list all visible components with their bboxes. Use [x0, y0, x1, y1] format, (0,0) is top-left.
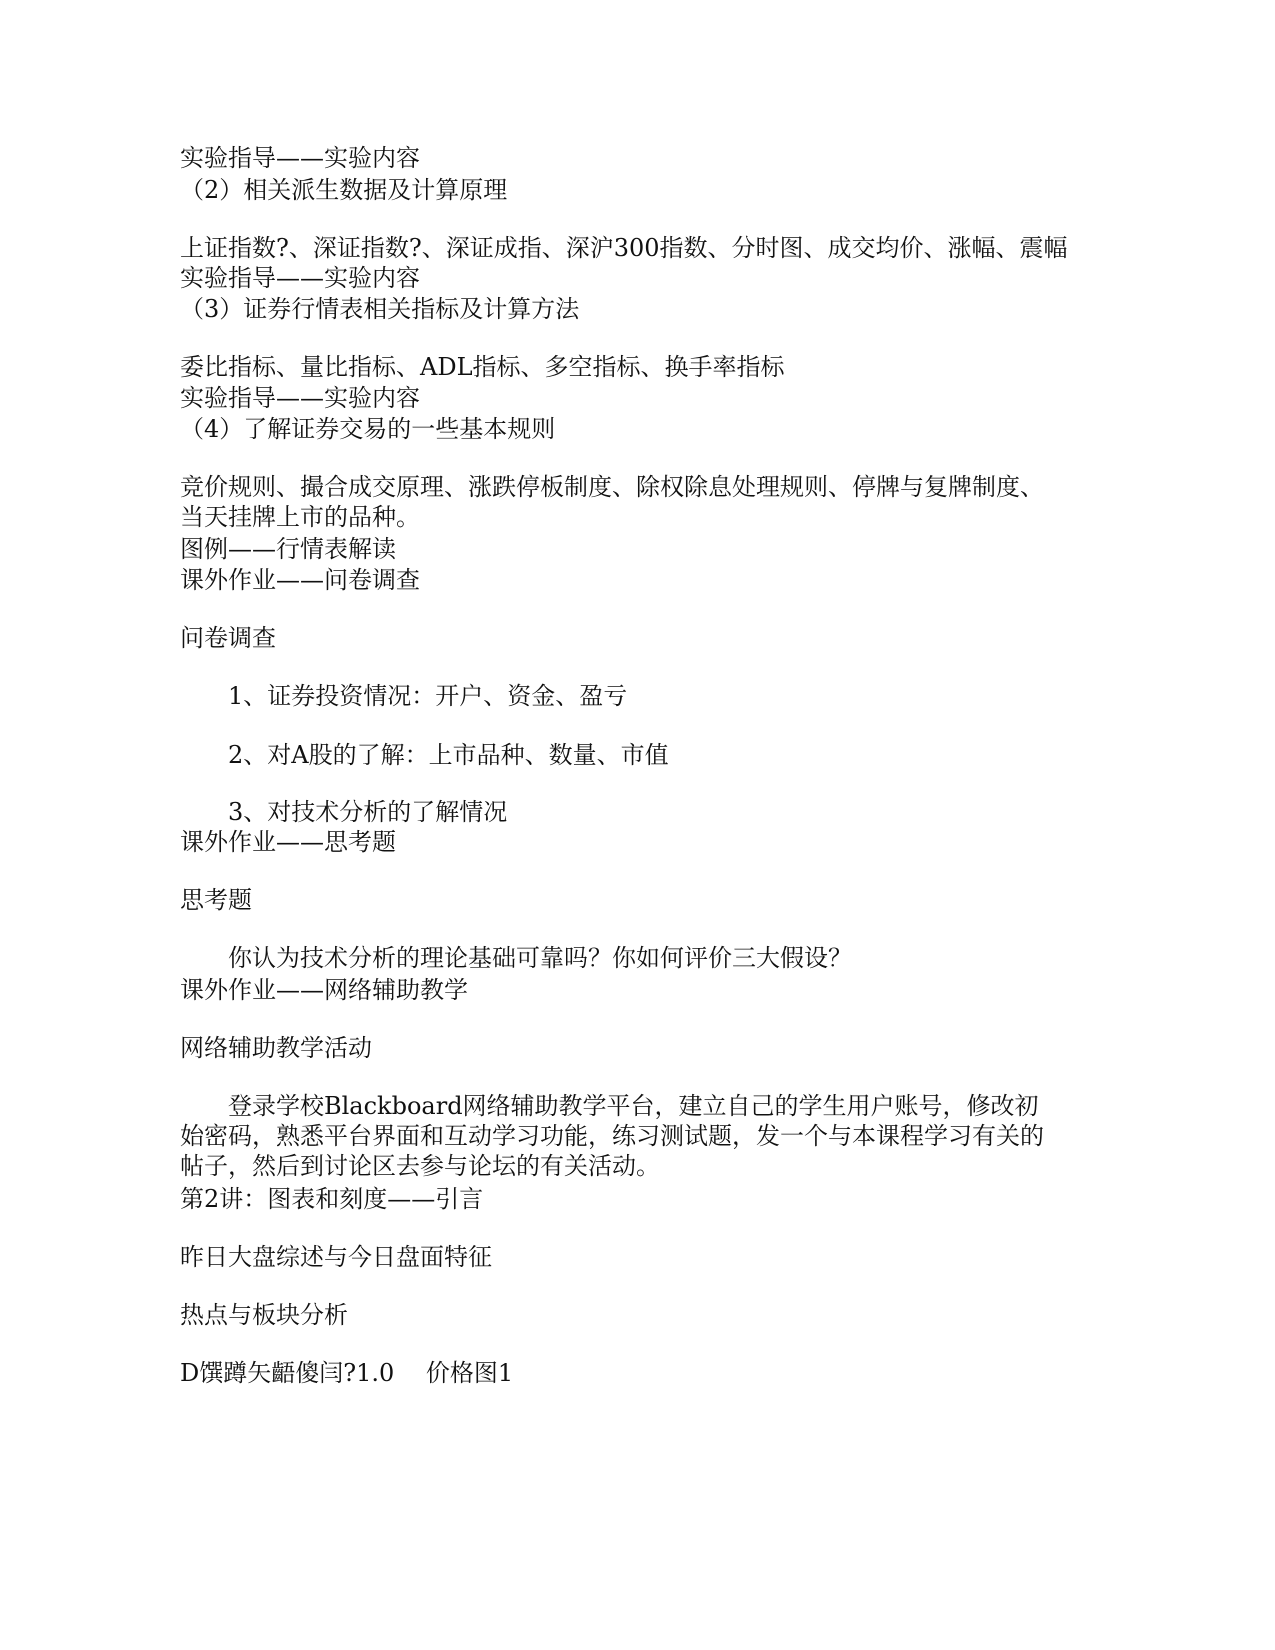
section-quote-indicators: （3）证券行情表相关指标及计算方法 [180, 295, 580, 323]
thinking-question: 你认为技术分析的理论基础可靠吗？你如何评价三大假设？ [228, 944, 852, 972]
section-trading-rules: （4）了解证券交易的一些基本规则 [180, 415, 556, 443]
heading-experiment-guide-1: 实验指导——实验内容 [180, 144, 420, 172]
indicator-list: 委比指标、量比指标、ADL指标、多空指标、换手率指标 [180, 353, 785, 381]
heading-homework-questionnaire: 课外作业——问卷调查 [180, 566, 420, 594]
heading-homework-thinking: 课外作业——思考题 [180, 828, 396, 856]
market-review-line: 昨日大盘综述与今日盘面特征 [180, 1243, 492, 1271]
section-derived-data: （2）相关派生数据及计算原理 [180, 176, 508, 204]
heading-figure-quote-table: 图例——行情表解读 [180, 535, 396, 563]
online-activity-title: 网络辅助教学活动 [180, 1034, 372, 1062]
price-chart-caption: D馔蹲矢齬傻闫?1.0 价格图1 [180, 1359, 514, 1387]
online-activity-paragraph: 登录学校Blackboard网络辅助教学平台，建立自己的学生用户账号，修改初始密码，熟悉平台界面和互动学习功能，练习测试题，发一个与本课程学习有关的帖子，然后到讨论区去参与论坛的有关活动。 [180, 1092, 1044, 1180]
thinking-title: 思考题 [180, 886, 252, 914]
questionnaire-item-2: 2、对A股的了解：上市品种、数量、市值 [228, 741, 669, 769]
questionnaire-item-3: 3、对技术分析的了解情况 [228, 798, 508, 826]
heading-experiment-guide-3: 实验指导——实验内容 [180, 384, 420, 412]
hotspot-analysis-line: 热点与板块分析 [180, 1301, 348, 1329]
heading-experiment-guide-2: 实验指导——实验内容 [180, 264, 420, 292]
index-list: 上证指数?、深证指数?、深证成指、深沪300指数、分时图、成交均价、涨幅、震幅 [180, 234, 1068, 262]
heading-homework-online: 课外作业——网络辅助教学 [180, 976, 468, 1004]
lecture-2-heading: 第2讲：图表和刻度——引言 [180, 1185, 484, 1213]
questionnaire-title: 问卷调查 [180, 624, 276, 652]
trading-rules-paragraph: 竞价规则、撮合成交原理、涨跌停板制度、除权除息处理规则、停牌与复牌制度、当天挂牌上市的品种。 [180, 473, 1044, 531]
questionnaire-item-1: 1、证券投资情况：开户、资金、盈亏 [228, 682, 628, 710]
